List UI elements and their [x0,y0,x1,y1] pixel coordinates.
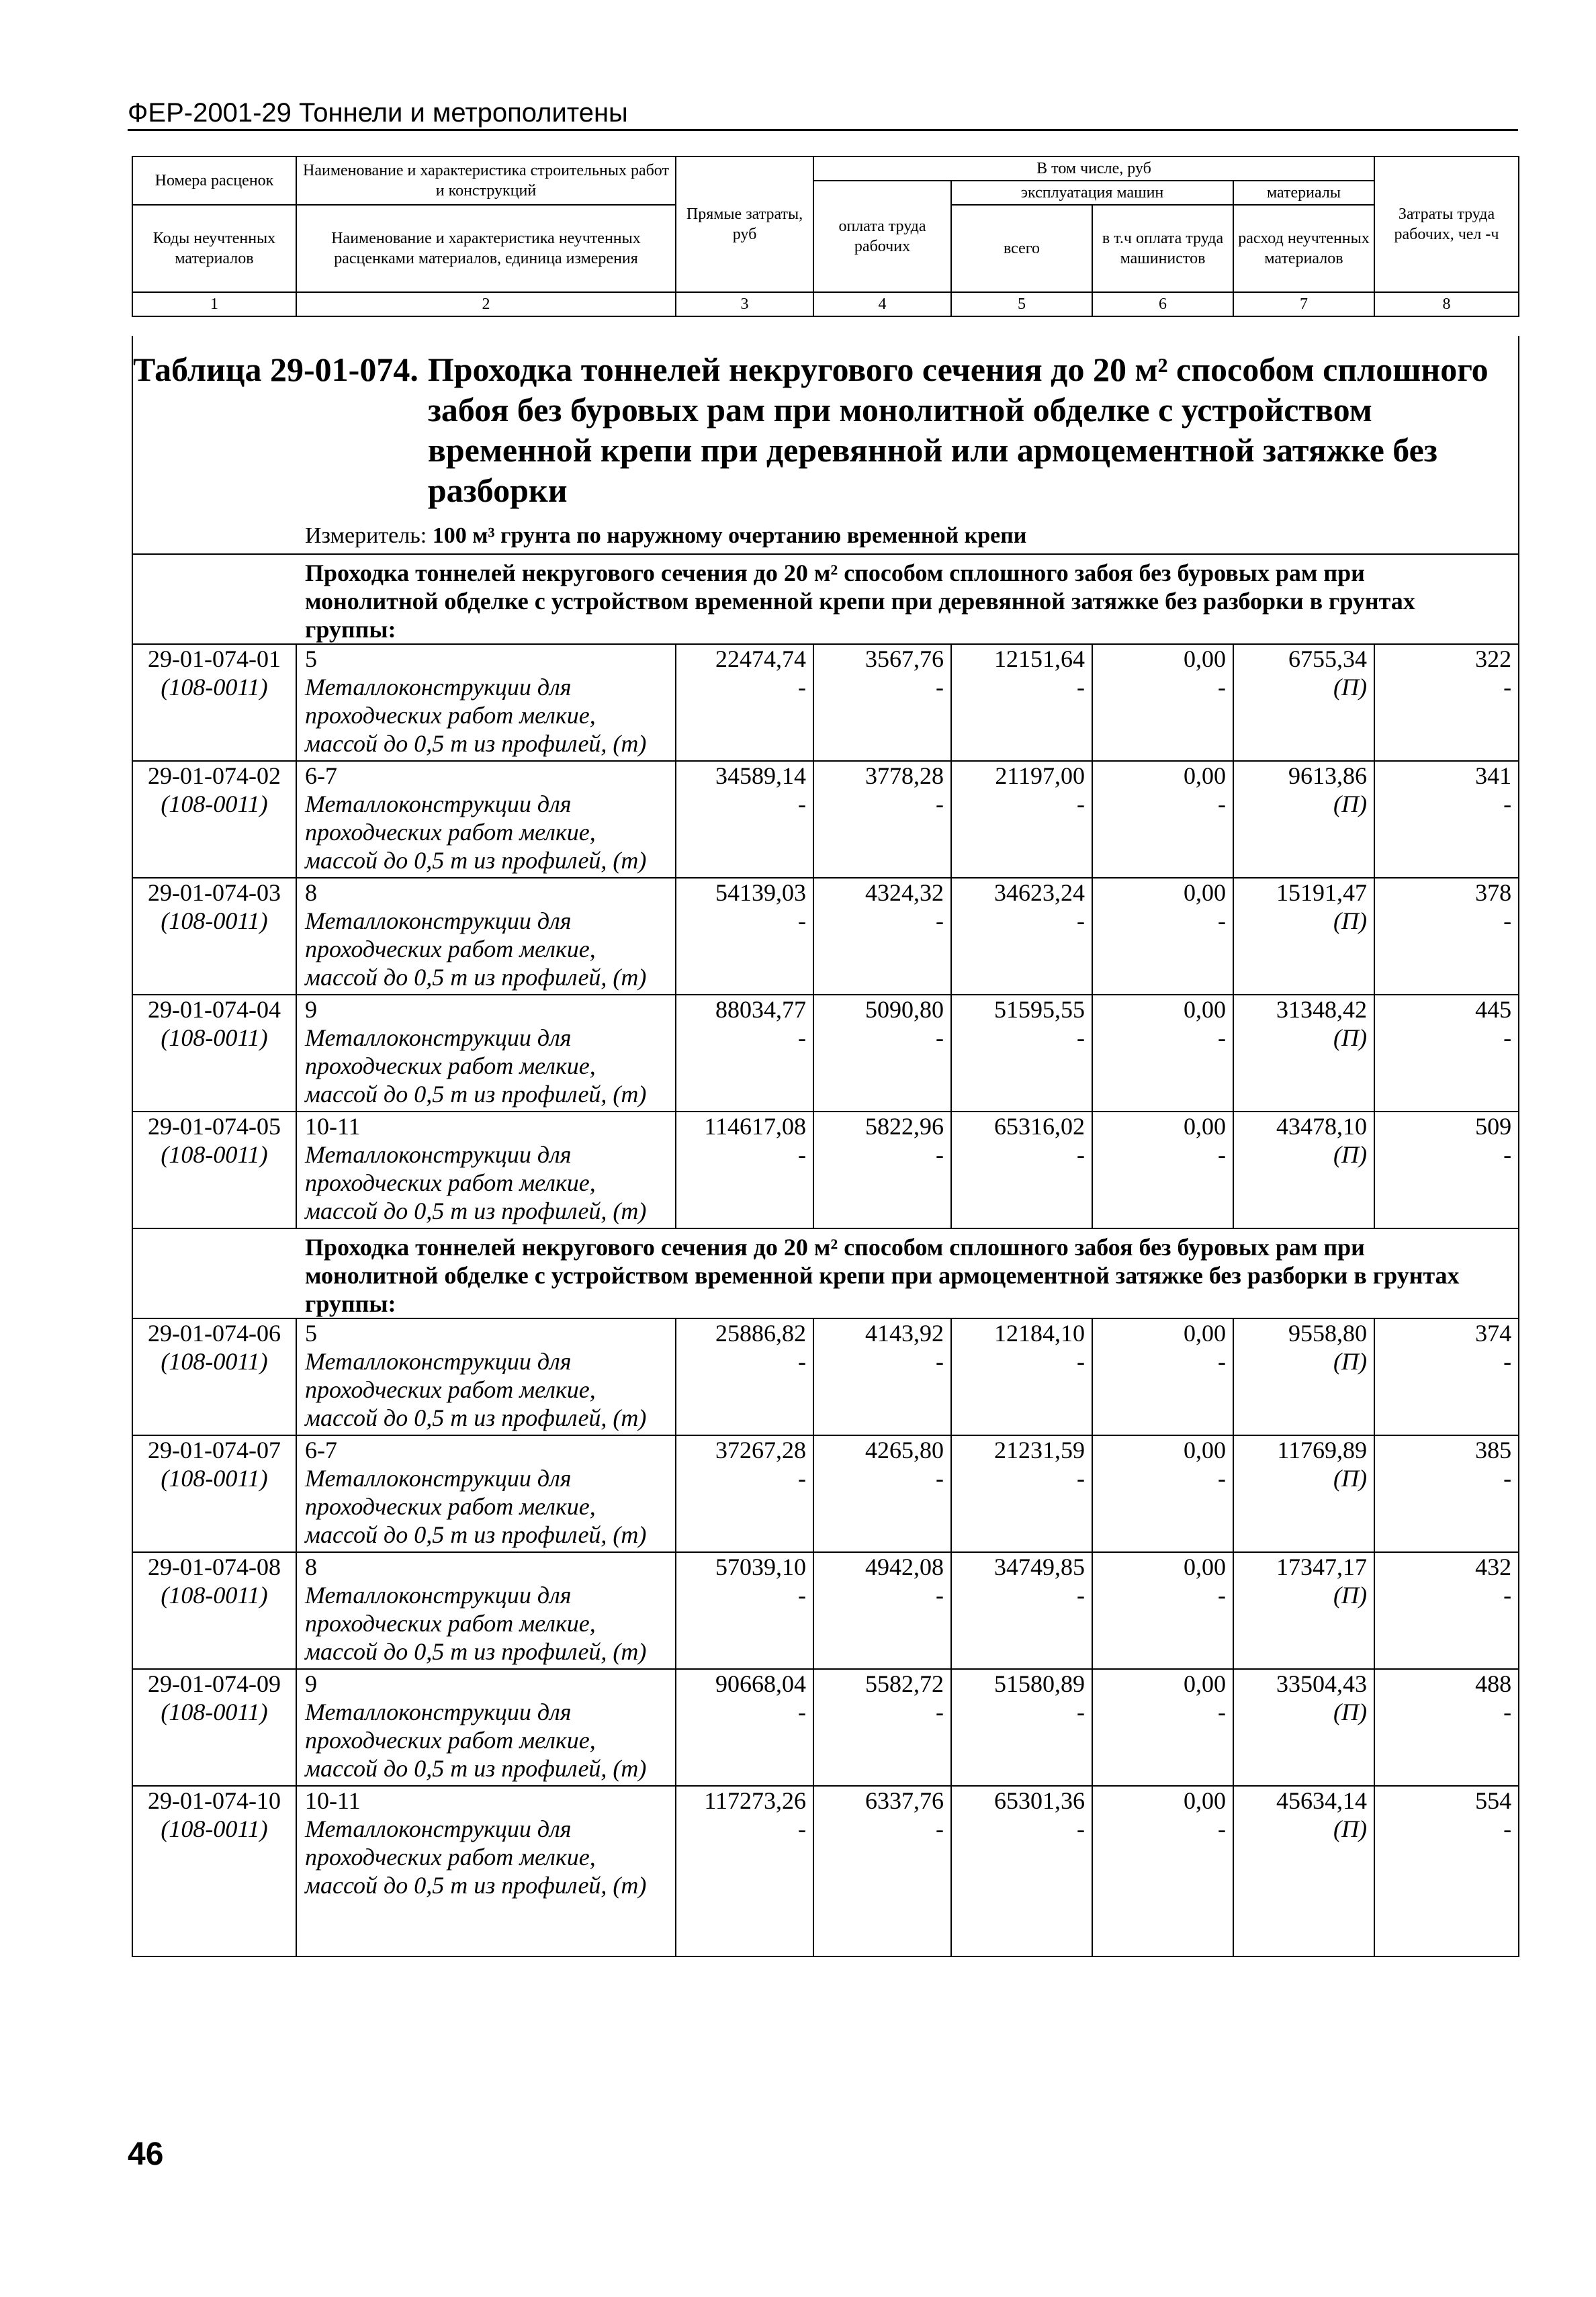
dash: - [813,673,951,761]
table-row [132,761,1519,790]
soil-group: 9 [296,1669,676,1698]
soil-group: 8 [296,1552,676,1581]
dash: - [1374,1464,1519,1552]
table-row-material [132,907,1519,995]
table-title-block [132,336,1519,554]
dash: - [1092,1347,1233,1435]
table-row [132,1318,1519,1347]
direct-cost: 57039,10 [676,1552,813,1581]
dash: - [676,1581,813,1669]
material-use-mark: (П) [1233,1464,1374,1552]
material-cost: 43478,10 [1233,1112,1374,1140]
dash: - [951,1024,1092,1112]
machinist-wage: 0,00 [1092,1552,1233,1581]
col-num: 4 [813,292,951,316]
dash: - [1092,1581,1233,1669]
wage-cost: 3778,28 [813,761,951,790]
material-code: (108-0011) [132,790,296,878]
wage-cost: 5822,96 [813,1112,951,1140]
material-description: Металлоконструкции для проходческих работ мелкие, массой до 0,5 т из профилей, (т) [296,1464,676,1552]
table-row [132,1435,1519,1464]
material-code: (108-0011) [132,673,296,761]
page-number: 46 [128,2136,164,2172]
dash: - [1092,1024,1233,1112]
table-row [132,1552,1519,1581]
material-cost: 6755,34 [1233,644,1374,673]
table-row-material [132,1815,1519,1902]
table-row-material [132,790,1519,878]
empty-cell [1092,1902,1233,1956]
soil-group: 10-11 [296,1112,676,1140]
material-description: Металлоконструкции для проходческих работ мелкие, массой до 0,5 т из профилей, (т) [296,1024,676,1112]
table-row [132,1786,1519,1815]
labor-hours: 509 [1374,1112,1519,1140]
material-use-mark: (П) [1233,1581,1374,1669]
table-row-material [132,673,1519,761]
dash: - [1092,673,1233,761]
dash: - [951,1581,1092,1669]
dash: - [813,1140,951,1228]
labor-hours: 385 [1374,1435,1519,1464]
material-description: Металлоконструкции для проходческих работ мелкие, массой до 0,5 т из профилей, (т) [296,1347,676,1435]
wage-cost: 5090,80 [813,995,951,1024]
unit-line [133,510,1502,553]
material-cost: 17347,17 [1233,1552,1374,1581]
direct-cost: 37267,28 [676,1435,813,1464]
machinist-wage: 0,00 [1092,1112,1233,1140]
rate-code: 29-01-074-10 [132,1786,296,1815]
dash: - [1374,1581,1519,1669]
material-description: Металлоконструкции для проходческих работ мелкие, массой до 0,5 т из профилей, (т) [296,1581,676,1669]
header-v-tom-chisle: В том числе, руб [813,156,1374,181]
material-use-mark: (П) [1233,1698,1374,1786]
header-oplata-truda: оплата труда рабочих [813,181,951,292]
section-heading: Проходка тоннелей некругового сечения до 20 м² способом сплошного забоя без буровых рам при монолитной обделке с устройством временной крепи при деревянной затяжке без разборки в грунтах группы: [132,554,1519,644]
dash: - [676,1815,813,1902]
table-row-material [132,1464,1519,1552]
machine-cost: 34749,85 [951,1552,1092,1581]
material-cost: 33504,43 [1233,1669,1374,1698]
soil-group: 8 [296,878,676,907]
material-cost: 15191,47 [1233,878,1374,907]
rate-code: 29-01-074-08 [132,1552,296,1581]
col-num: 3 [676,292,813,316]
material-description: Металлоконструкции для проходческих работ мелкие, массой до 0,5 т из профилей, (т) [296,907,676,995]
column-header-table [132,156,1519,317]
col-num: 7 [1233,292,1374,316]
dash: - [1374,1815,1519,1902]
material-code: (108-0011) [132,1347,296,1435]
direct-cost: 90668,04 [676,1669,813,1698]
material-code: (108-0011) [132,1464,296,1552]
material-use-mark: (П) [1233,1347,1374,1435]
header-vsego: всего [951,205,1092,292]
machine-cost: 51595,55 [951,995,1092,1024]
material-code: (108-0011) [132,1815,296,1902]
header-zatraty-truda: Затраты труда рабочих, чел -ч [1374,156,1519,292]
table-title-text: Проходка тоннелей некругового сечения до 20 м² способом сплошного забоя без буровых рам при монолитной обделке с устройством временной крепи при деревянной или армоцементной затяжке без разборки [427,351,1489,509]
dash: - [1374,1347,1519,1435]
col-num: 5 [951,292,1092,316]
rate-code: 29-01-074-07 [132,1435,296,1464]
labor-hours: 432 [1374,1552,1519,1581]
header-rashod: расход неучтенных материалов [1233,205,1374,292]
table-row-material [132,1140,1519,1228]
machine-cost: 12151,64 [951,644,1092,673]
direct-cost: 34589,14 [676,761,813,790]
material-use-mark: (П) [1233,907,1374,995]
labor-hours: 378 [1374,878,1519,907]
material-use-mark: (П) [1233,790,1374,878]
dash: - [951,1815,1092,1902]
empty-cell [1374,1902,1519,1956]
labor-hours: 488 [1374,1669,1519,1698]
direct-cost: 54139,03 [676,878,813,907]
dash: - [1374,1024,1519,1112]
soil-group: 5 [296,644,676,673]
direct-cost: 117273,26 [676,1786,813,1815]
dash: - [676,1140,813,1228]
empty-cell [1233,1902,1374,1956]
labor-hours: 341 [1374,761,1519,790]
wage-cost: 4324,32 [813,878,951,907]
material-description: Металлоконструкции для проходческих работ мелкие, массой до 0,5 т из профилей, (т) [296,1698,676,1786]
rate-code: 29-01-074-05 [132,1112,296,1140]
dash: - [951,1140,1092,1228]
table-row [132,644,1519,673]
header-materialy: материалы [1233,181,1374,205]
soil-group: 6-7 [296,761,676,790]
machine-cost: 34623,24 [951,878,1092,907]
dash: - [951,790,1092,878]
dash: - [813,1698,951,1786]
wage-cost: 4265,80 [813,1435,951,1464]
soil-group: 9 [296,995,676,1024]
dash: - [676,673,813,761]
header-nomera: Номера расценок [132,156,296,205]
material-use-mark: (П) [1233,1024,1374,1112]
col-num: 2 [296,292,676,316]
dash: - [676,1347,813,1435]
material-code: (108-0011) [132,1024,296,1112]
soil-group: 10-11 [296,1786,676,1815]
machinist-wage: 0,00 [1092,761,1233,790]
header-naimenovanie: Наименование и характеристика строительных работ и конструкций [296,156,676,205]
table-row-material [132,1698,1519,1786]
dash: - [951,1464,1092,1552]
dash: - [813,1347,951,1435]
direct-cost: 25886,82 [676,1318,813,1347]
table-row [132,1112,1519,1140]
rate-code: 29-01-074-02 [132,761,296,790]
labor-hours: 445 [1374,995,1519,1024]
dash: - [951,673,1092,761]
col-num: 1 [132,292,296,316]
direct-cost: 114617,08 [676,1112,813,1140]
machinist-wage: 0,00 [1092,644,1233,673]
material-description: Металлоконструкции для проходческих работ мелкие, массой до 0,5 т из профилей, (т) [296,790,676,878]
dash: - [951,907,1092,995]
material-description: Металлоконструкции для проходческих работ мелкие, массой до 0,5 т из профилей, (т) [296,1815,676,1902]
dash: - [1374,1140,1519,1228]
dash: - [1374,790,1519,878]
dash: - [1092,907,1233,995]
dash: - [676,1698,813,1786]
dash: - [813,1581,951,1669]
rate-code: 29-01-074-09 [132,1669,296,1698]
empty-cell [676,1902,813,1956]
material-cost: 9558,80 [1233,1318,1374,1347]
soil-group: 6-7 [296,1435,676,1464]
dash: - [1374,907,1519,995]
table-row-material [132,1347,1519,1435]
material-code: (108-0011) [132,1140,296,1228]
table-row [132,1669,1519,1698]
dash: - [813,907,951,995]
wage-cost: 5582,72 [813,1669,951,1698]
material-cost: 31348,42 [1233,995,1374,1024]
table-row-material [132,1024,1519,1112]
dash: - [1092,1140,1233,1228]
dash: - [813,790,951,878]
labor-hours: 554 [1374,1786,1519,1815]
empty-cell [296,1902,676,1956]
machine-cost: 12184,10 [951,1318,1092,1347]
empty-cell [813,1902,951,1956]
machinist-wage: 0,00 [1092,1318,1233,1347]
material-cost: 45634,14 [1233,1786,1374,1815]
header-naimenovanie-materialov: Наименование и характеристика неучтенных расценками материалов, единица измерения [296,205,676,292]
machinist-wage: 0,00 [1092,878,1233,907]
machine-cost: 65316,02 [951,1112,1092,1140]
machinist-wage: 0,00 [1092,1669,1233,1698]
machine-cost: 21197,00 [951,761,1092,790]
unit-label: Измеритель: [305,523,433,548]
section-heading: Проходка тоннелей некругового сечения до 20 м² способом сплошного забоя без буровых рам при монолитной обделке с устройством временной крепи при армоцементной затяжке без разборки в грунтах группы: [132,1228,1519,1318]
dash: - [676,1464,813,1552]
running-head: ФЕР-2001-29 Тоннели и метрополитены [128,98,1518,131]
machine-cost: 51580,89 [951,1669,1092,1698]
wage-cost: 4143,92 [813,1318,951,1347]
rates-table [132,336,1519,1957]
rate-code: 29-01-074-06 [132,1318,296,1347]
material-code: (108-0011) [132,1581,296,1669]
direct-cost: 22474,74 [676,644,813,673]
material-code: (108-0011) [132,907,296,995]
dash: - [676,790,813,878]
dash: - [1092,790,1233,878]
wage-cost: 4942,08 [813,1552,951,1581]
empty-cell [132,1902,296,1956]
machinist-wage: 0,00 [1092,1435,1233,1464]
dash: - [676,1024,813,1112]
table-row [132,878,1519,907]
unit-value: 100 м³ грунта по наружному очертанию временной крепи [432,523,1027,548]
material-use-mark: (П) [1233,1815,1374,1902]
header-ekspluataciya: эксплуатация машин [951,181,1233,205]
rate-code: 29-01-074-04 [132,995,296,1024]
table-row [132,995,1519,1024]
col-num: 8 [1374,292,1519,316]
material-cost: 9613,86 [1233,761,1374,790]
table-row-material [132,1581,1519,1669]
material-use-mark: (П) [1233,673,1374,761]
wage-cost: 6337,76 [813,1786,951,1815]
header-pryamye-zatraty: Прямые затраты, руб [676,156,813,292]
direct-cost: 88034,77 [676,995,813,1024]
wage-cost: 3567,76 [813,644,951,673]
material-use-mark: (П) [1233,1140,1374,1228]
dash: - [676,907,813,995]
machinist-wage: 0,00 [1092,995,1233,1024]
dash: - [813,1024,951,1112]
dash: - [1092,1815,1233,1902]
machine-cost: 65301,36 [951,1786,1092,1815]
labor-hours: 322 [1374,644,1519,673]
dash: - [1092,1698,1233,1786]
material-description: Металлоконструкции для проходческих работ мелкие, массой до 0,5 т из профилей, (т) [296,673,676,761]
dash: - [1374,673,1519,761]
dash: - [951,1347,1092,1435]
soil-group: 5 [296,1318,676,1347]
col-num: 6 [1092,292,1233,316]
machinist-wage: 0,00 [1092,1786,1233,1815]
material-description: Металлоконструкции для проходческих работ мелкие, массой до 0,5 т из профилей, (т) [296,1140,676,1228]
dash: - [951,1698,1092,1786]
material-code: (108-0011) [132,1698,296,1786]
dash: - [813,1464,951,1552]
machine-cost: 21231,59 [951,1435,1092,1464]
dash: - [1374,1698,1519,1786]
empty-cell [951,1902,1092,1956]
table-title-label: Таблица 29-01-074. [133,351,418,388]
material-cost: 11769,89 [1233,1435,1374,1464]
header-vtch-mashinisty: в т.ч оплата труда машинистов [1092,205,1233,292]
rate-code: 29-01-074-03 [132,878,296,907]
dash: - [813,1815,951,1902]
labor-hours: 374 [1374,1318,1519,1347]
header-kody: Коды неучтенных материалов [132,205,296,292]
rate-code: 29-01-074-01 [132,644,296,673]
dash: - [1092,1464,1233,1552]
